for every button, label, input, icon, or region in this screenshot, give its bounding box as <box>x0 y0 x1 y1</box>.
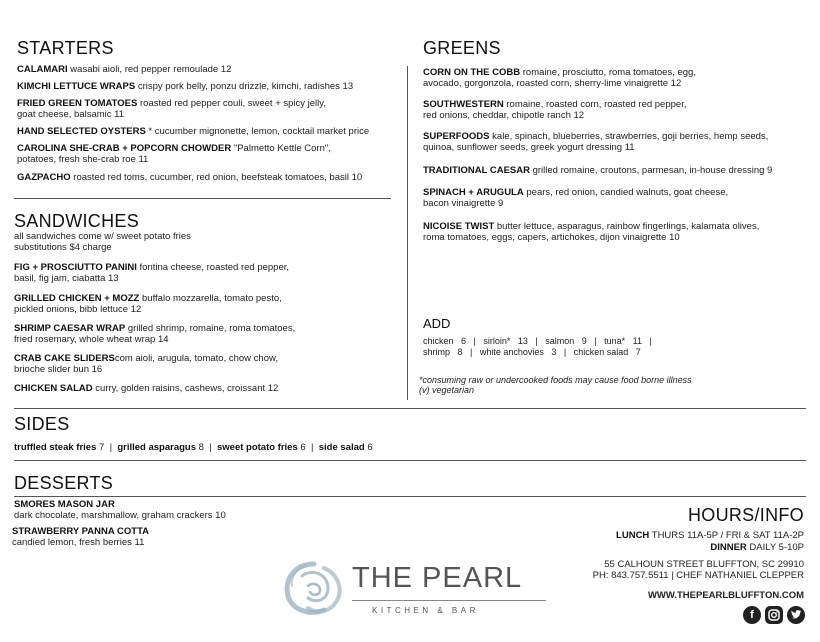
greens-item: SOUTHWESTERN romaine, roasted corn, roasted red pepper, red onions, cheddar, chipotle ranch 12 <box>423 99 687 121</box>
logo-wordmark: THE PEARL <box>352 562 523 594</box>
greens-item: NICOISE TWIST butter lettuce, asparagus, rainbow fingerlings, kalamata olives, roma tomatoes, eggs, capers, artichokes, dijon vinaigrette 10 <box>423 221 760 243</box>
starter-item: CALAMARI wasabi aioli, red pepper remoulade 12 <box>17 64 232 75</box>
desserts-heading: DESSERTS <box>14 473 114 493</box>
instagram-icon[interactable] <box>765 606 783 624</box>
website-link[interactable]: WWW.THEPEARLBLUFFTON.COM <box>647 590 804 601</box>
sides-list: truffled steak fries 7 | grilled asparagus 8 | sweet potato fries 6 | side salad 6 <box>14 442 373 453</box>
divider <box>14 408 806 409</box>
greens-item: SPINACH + ARUGULA pears, red onion, candied walnuts, goat cheese, bacon vinaigrette 9 <box>423 187 729 209</box>
dessert-item: STRAWBERRY PANNA COTTA candied lemon, fresh berries 11 <box>12 526 150 548</box>
sandwich-item: CRAB CAKE SLIDERScom aioli, arugula, tomato, chow chow, brioche slider bun 16 <box>14 353 278 375</box>
greens-item: CORN ON THE COBB romaine, prosciutto, roma tomatoes, egg, avocado, gorgonzola, roasted corn, sherry-lime vinaigrette 12 <box>423 67 696 89</box>
starter-item: KIMCHI LETTUCE WRAPS crispy pork belly, ponzu drizzle, kimchi, radishes 13 <box>17 81 354 92</box>
add-heading: ADD <box>423 316 451 331</box>
sandwich-item: SHRIMP CAESAR WRAP grilled shrimp, romaine, roma tomatoes, fried rosemary, whole wheat wrap 14 <box>14 323 296 345</box>
starter-item: HAND SELECTED OYSTERS * cucumber mignonette, lemon, cocktail market price <box>17 126 370 137</box>
starters-heading: STARTERS <box>17 38 114 58</box>
lunch-hours: LUNCH THURS 11A-5P / FRI & SAT 11A-2P <box>616 530 804 541</box>
logo-tagline: KITCHEN & BAR <box>372 606 479 615</box>
add-row: chicken 6 | sirloin* 13 | salmon 9 | tuna* 11 | <box>423 336 652 346</box>
starter-item: CAROLINA SHE-CRAB + POPCORN CHOWDER "Palmetto Kettle Corn", potatoes, fresh she-crab roe 11 <box>17 143 331 165</box>
divider <box>14 198 391 199</box>
vegetarian-note: (v) vegetarian <box>419 385 475 395</box>
facebook-icon[interactable]: f <box>743 606 761 624</box>
column-divider <box>407 66 408 400</box>
divider <box>14 460 806 461</box>
sides-heading: SIDES <box>14 414 70 434</box>
twitter-icon[interactable] <box>787 606 805 624</box>
sandwiches-note: all sandwiches come w/ sweet potato fries substitutions $4 charge <box>14 231 191 253</box>
hours-heading: HOURS/INFO <box>687 505 804 525</box>
pearl-swirl-logo <box>278 556 350 620</box>
greens-heading: GREENS <box>423 38 501 58</box>
add-row: shrimp 8 | white anchovies 3 | chicken salad 7 <box>423 347 641 357</box>
starter-item: GAZPACHO roasted red toms, cucumber, red onion, beefsteak tomatoes, basil 10 <box>17 172 363 183</box>
dessert-item: SMORES MASON JAR dark chocolate, marshmallow, graham crackers 10 <box>14 499 226 521</box>
address: 55 CALHOUN STREET BLUFFTON, SC 29910 <box>604 559 804 570</box>
greens-item: SUPERFOODS kale, spinach, blueberries, strawberries, goji berries, hemp seeds, quinoa, sunflower seeds, greek yogurt dressing 11 <box>423 131 769 153</box>
logo-underline <box>352 600 546 601</box>
sandwich-item: GRILLED CHICKEN + MOZZ buffalo mozzarella, tomato pesto, pickled onions, bibb lettuce 12 <box>14 293 282 315</box>
divider <box>14 496 806 497</box>
sandwiches-heading: SANDWICHES <box>14 211 140 231</box>
raw-food-notice: *consuming raw or undercooked foods may cause food borne illness <box>419 375 692 385</box>
greens-item: TRADITIONAL CAESAR grilled romaine, croutons, parmesan, in-house dressing 9 <box>423 165 773 176</box>
sandwich-item: CHICKEN SALAD curry, golden raisins, cashews, croissant 12 <box>14 383 279 394</box>
phone-chef: PH: 843.757.5511 | CHEF NATHANIEL CLEPPER <box>592 570 804 581</box>
dinner-hours: DINNER DAILY 5-10P <box>710 542 804 553</box>
starter-item: FRIED GREEN TOMATOES roasted red pepper couli, sweet + spicy jelly, goat cheese, balsamic 11 <box>17 98 326 120</box>
sandwich-item: FIG + PROSCIUTTO PANINI fontina cheese, roasted red pepper, basil, fig jam, ciabatta 13 <box>14 262 290 284</box>
